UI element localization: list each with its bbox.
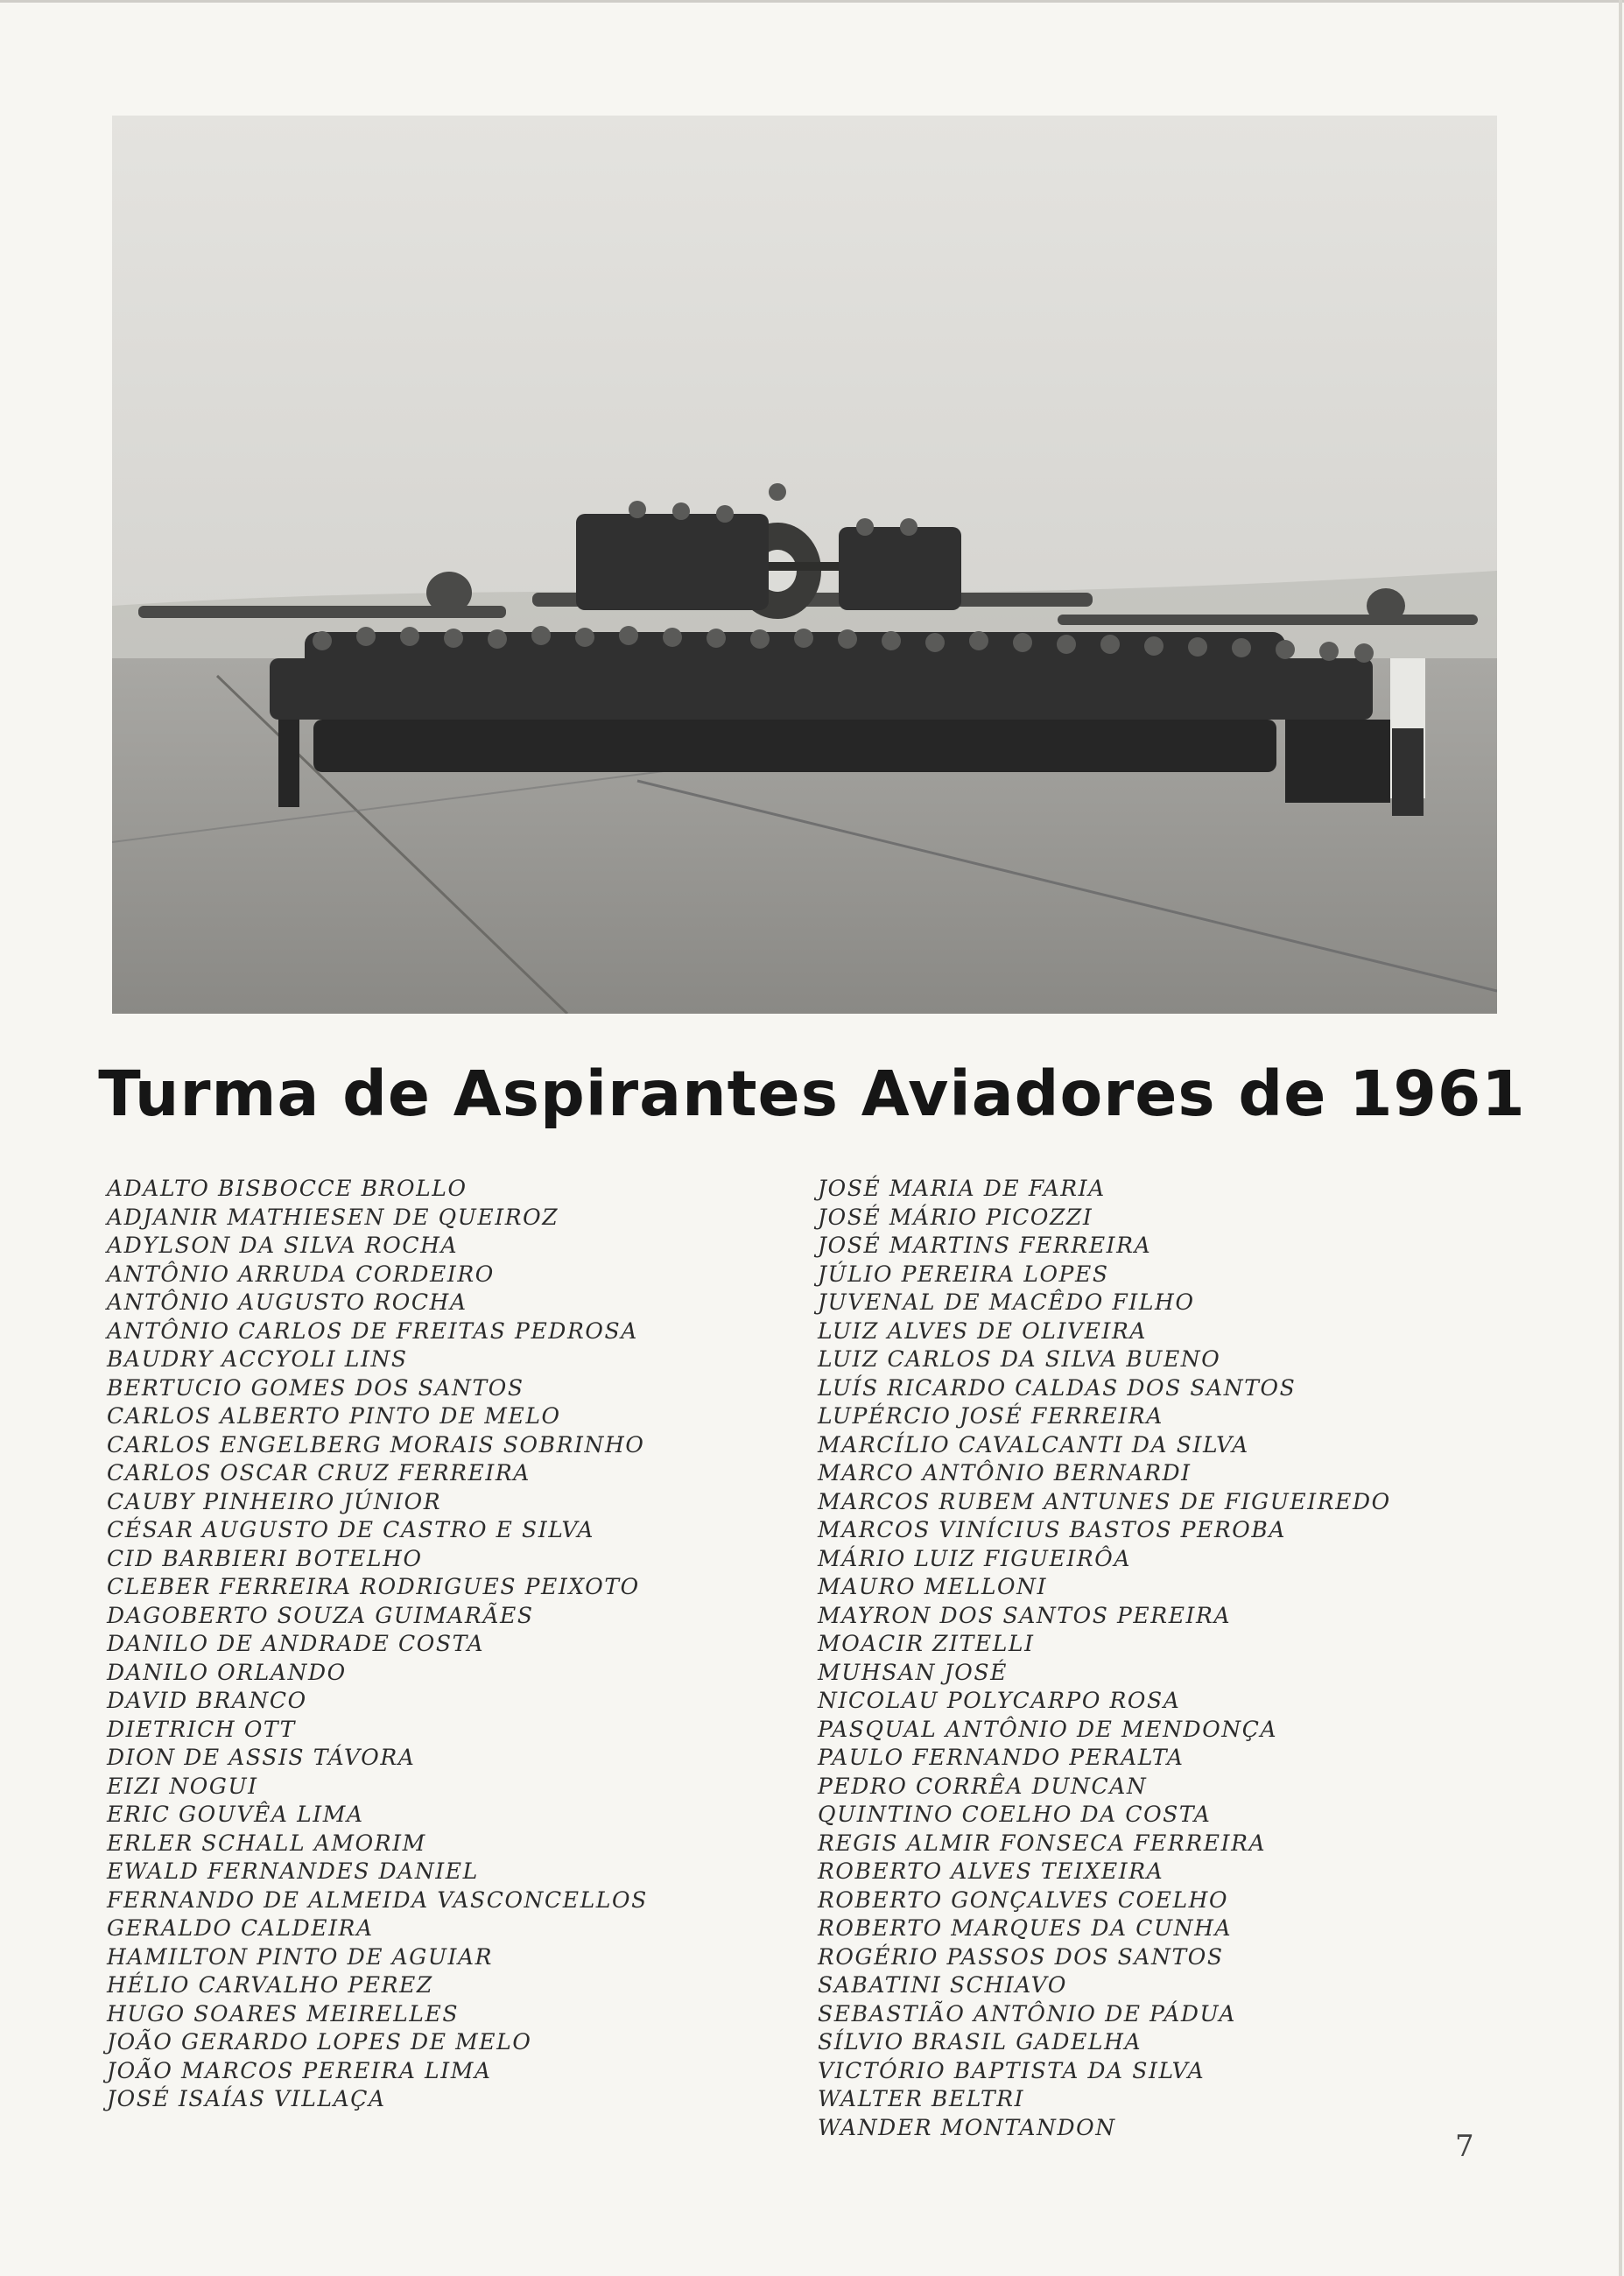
page-right-edge xyxy=(1619,0,1622,2276)
group-photo-cadets-airplanes-icon xyxy=(112,116,1497,1014)
name-list-item: JOSÉ MARIA DE FARIA xyxy=(818,1176,1106,1201)
name-list-item: PASQUAL ANTÔNIO DE MENDONÇA xyxy=(818,1716,1278,1742)
name-list-item: WANDER MONTANDON xyxy=(818,2114,1116,2140)
name-list-item: SEBASTIÃO ANTÔNIO DE PÁDUA xyxy=(818,2000,1237,2027)
name-list-item: CLEBER FERREIRA RODRIGUES PEIXOTO xyxy=(107,1574,640,1599)
name-list-item: NICOLAU POLYCARPO ROSA xyxy=(818,1688,1181,1713)
name-list-item: ERLER SCHALL AMORIM xyxy=(107,1830,426,1856)
name-list-item: MÁRIO LUIZ FIGUEIRÔA xyxy=(818,1545,1132,1571)
name-list-item: MAURO MELLONI xyxy=(818,1574,1048,1599)
group-photo xyxy=(112,116,1497,1014)
page-heading: Turma de Aspirantes Aviadores de 1961 xyxy=(98,1057,1526,1130)
name-list-item: MAYRON DOS SANTOS PEREIRA xyxy=(818,1602,1232,1628)
name-list-item: DIETRICH OTT xyxy=(107,1716,296,1742)
name-list-item: SABATINI SCHIAVO xyxy=(818,1972,1067,1998)
name-list-item: PAULO FERNANDO PERALTA xyxy=(818,1745,1185,1770)
name-list-item: JOSÉ MÁRIO PICOZZI xyxy=(818,1204,1093,1230)
name-list-item: ROBERTO GONÇALVES COELHO xyxy=(818,1886,1229,1913)
name-list-item: EIZI NOGUI xyxy=(107,1773,258,1799)
name-list-item: JOSÉ MARTINS FERREIRA xyxy=(818,1233,1152,1258)
name-list-item: PEDRO CORRÊA DUNCAN xyxy=(818,1773,1148,1799)
name-list-item: FERNANDO DE ALMEIDA VASCONCELLOS xyxy=(107,1886,648,1913)
names-list-right xyxy=(818,1175,1391,2142)
name-list-item: EWALD FERNANDES DANIEL xyxy=(107,1858,479,1884)
name-list-item: REGIS ALMIR FONSECA FERREIRA xyxy=(818,1830,1267,1856)
name-list-item: WALTER BELTRI xyxy=(818,2086,1025,2111)
name-list-item: ROGÉRIO PASSOS DOS SANTOS xyxy=(818,1943,1224,1970)
name-list-item: ROBERTO MARQUES DA CUNHA xyxy=(818,1915,1233,1941)
name-list-item: LUÍS RICARDO CALDAS DOS SANTOS xyxy=(818,1374,1297,1401)
name-list-item: CAUBY PINHEIRO JÚNIOR xyxy=(107,1488,442,1514)
name-list-item: ANTÔNIO ARRUDA CORDEIRO xyxy=(107,1261,495,1287)
name-list-item: DANILO DE ANDRADE COSTA xyxy=(107,1631,485,1656)
name-list-item: ADYLSON DA SILVA ROCHA xyxy=(107,1233,459,1258)
page-top-edge xyxy=(0,0,1624,3)
name-list-item: BAUDRY ACCYOLI LINS xyxy=(107,1346,408,1372)
name-list-item: HÉLIO CARVALHO PEREZ xyxy=(107,1972,433,1998)
name-list-item: LUPÉRCIO JOSÉ FERREIRA xyxy=(818,1403,1164,1429)
name-list-item: ADJANIR MATHIESEN DE QUEIROZ xyxy=(107,1204,559,1230)
name-list-item: ANTÔNIO AUGUSTO ROCHA xyxy=(107,1289,468,1315)
name-list-item: CARLOS ALBERTO PINTO DE MELO xyxy=(107,1403,561,1429)
name-list-item: DION DE ASSIS TÁVORA xyxy=(107,1745,416,1770)
name-list-item: BERTUCIO GOMES DOS SANTOS xyxy=(107,1374,524,1401)
name-list-item: DAGOBERTO SOUZA GUIMARÃES xyxy=(107,1602,534,1628)
names-list-left xyxy=(107,1175,648,2114)
name-list-item: DAVID BRANCO xyxy=(107,1688,307,1713)
name-list-item: LUIZ ALVES DE OLIVEIRA xyxy=(818,1317,1148,1344)
name-list-item: LUIZ CARLOS DA SILVA BUENO xyxy=(818,1346,1221,1372)
page-number: 7 xyxy=(1455,2129,1474,2164)
name-list-item: MARCOS VINÍCIUS BASTOS PEROBA xyxy=(818,1517,1287,1542)
name-list-item: MUHSAN JOSÉ xyxy=(818,1659,1008,1685)
name-list-item: ADALTO BISBOCCE BROLLO xyxy=(107,1176,468,1201)
name-list-item: QUINTINO COELHO DA COSTA xyxy=(818,1802,1212,1827)
name-list-item: SÍLVIO BRASIL GADELHA xyxy=(818,2029,1142,2055)
name-list-item: DANILO ORLANDO xyxy=(107,1659,347,1685)
name-list-item: CARLOS ENGELBERG MORAIS SOBRINHO xyxy=(107,1431,645,1458)
name-list-item: JOÃO GERARDO LOPES DE MELO xyxy=(107,2029,532,2055)
name-list-item: JOSÉ ISAÍAS VILLAÇA xyxy=(107,2086,386,2111)
name-list-item: MARCÍLIO CAVALCANTI DA SILVA xyxy=(818,1431,1249,1458)
name-list-item: HUGO SOARES MEIRELLES xyxy=(107,2000,460,2027)
name-list-item: HAMILTON PINTO DE AGUIAR xyxy=(107,1943,494,1970)
name-list-item: GERALDO CALDEIRA xyxy=(107,1915,374,1941)
name-list-item: MARCO ANTÔNIO BERNARDI xyxy=(818,1460,1192,1486)
name-list-item: MARCOS RUBEM ANTUNES DE FIGUEIREDO xyxy=(818,1488,1391,1514)
name-list-item: JÚLIO PEREIRA LOPES xyxy=(818,1261,1109,1287)
name-list-item: JOÃO MARCOS PEREIRA LIMA xyxy=(107,2057,492,2083)
name-list-item: JUVENAL DE MACÊDO FILHO xyxy=(818,1289,1195,1315)
name-list-item: VICTÓRIO BAPTISTA DA SILVA xyxy=(818,2057,1206,2083)
name-list-item: ANTÔNIO CARLOS DE FREITAS PEDROSA xyxy=(107,1317,638,1344)
name-list-item: CÉSAR AUGUSTO DE CASTRO E SILVA xyxy=(107,1517,595,1542)
name-list-item: ERIC GOUVÊA LIMA xyxy=(107,1802,364,1827)
name-list-item: ROBERTO ALVES TEIXEIRA xyxy=(818,1858,1164,1884)
name-list-item: MOACIR ZITELLI xyxy=(818,1631,1035,1656)
name-list-item: CARLOS OSCAR CRUZ FERREIRA xyxy=(107,1460,531,1486)
name-list-item: CID BARBIERI BOTELHO xyxy=(107,1545,423,1571)
